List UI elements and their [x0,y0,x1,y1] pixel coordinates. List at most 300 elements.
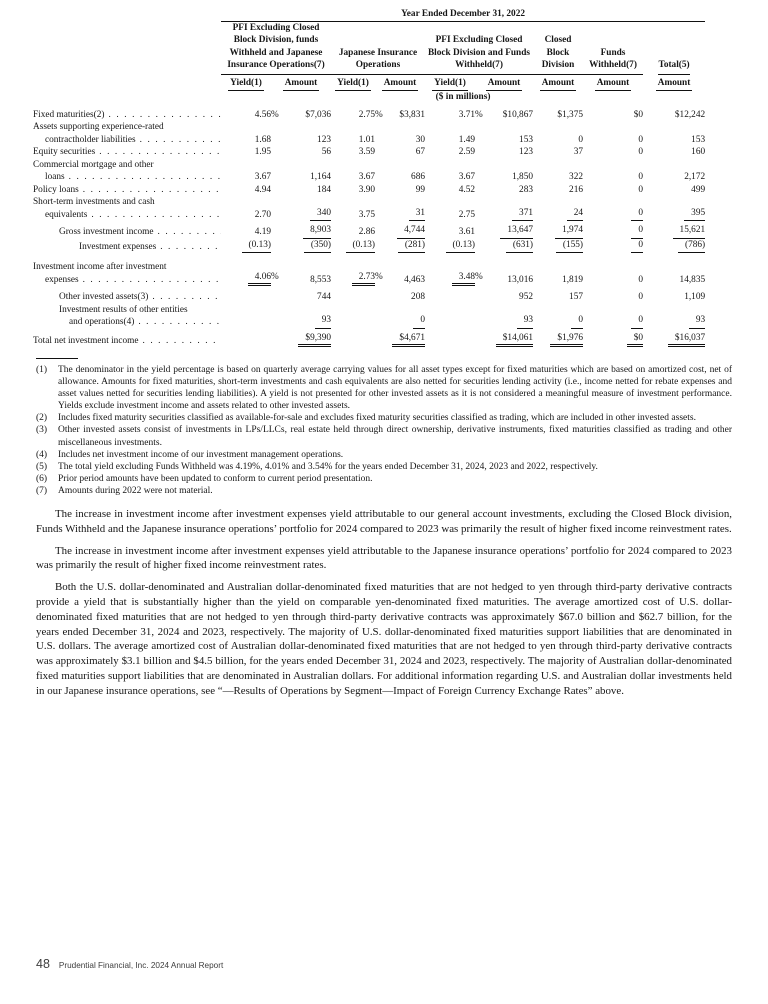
value-cell [331,146,375,159]
column-header-yield [425,75,475,92]
value-cell [583,104,643,122]
row-label: Policy loans [33,184,79,195]
value-cell [533,184,583,197]
table-title-row [33,8,705,21]
value-cell [221,239,271,254]
value: 322 [569,172,583,182]
value-cell [271,239,331,254]
value: 37 [573,147,583,157]
footnote-number: (4) [36,449,48,460]
value-cell [221,221,271,239]
row-label-cell [33,104,221,122]
label-line [33,291,221,304]
footnotes-list [36,364,732,497]
value-cell [271,221,331,239]
footnote-text: The total yield excluding Funds Withheld was 4.19%, 4.01% and 3.54% for the years ended December 31, 2024, 2023 and 2022, respectively. [58,461,598,472]
value-cell [583,221,643,239]
value-cell [221,196,271,221]
table-row [33,329,705,348]
value: 1,109 [684,292,706,302]
value-cell [375,121,425,146]
value-cell [331,286,375,304]
table-row [33,121,705,146]
table-row [33,221,705,239]
value: 67 [415,147,425,157]
value: 123 [519,147,533,157]
footnote-number: (6) [36,473,48,484]
value: 3.59 [358,147,375,157]
column-group-row [33,21,705,75]
dot-leader [109,109,221,122]
footnote-text: Includes fixed maturity securities classified as available-for-sale and excludes fixed maturity securities classified as trading, which are included in other invested assets. [58,413,696,424]
column-header-amount [533,75,583,92]
column-header-label: Amount [283,77,320,92]
value: 686 [411,172,425,182]
label-line [33,171,221,184]
value: 499 [691,184,706,195]
table-row [33,184,705,197]
value-cell [533,253,583,286]
column-header-amount [475,75,533,92]
value: 2,172 [684,172,706,182]
value-cell [375,286,425,304]
body-paragraph: The increase in investment income after investment expenses yield attributable to our general account investments, excluding the Closed Block division, Funds Withheld and the Japanese insurance operations’ portfolio for 2024 compared to 2023 was primarily the result of higher fixed income reinvestment rates. [36,508,732,535]
value-cell [425,104,483,122]
value-cell [583,286,643,304]
column-header-label: Amount [382,77,419,92]
page-footer [36,957,223,971]
value: 99 [415,184,425,195]
value: 1,164 [310,172,331,182]
value: 371 [512,207,533,222]
value-cell [271,104,331,122]
value: 15,621 [673,224,706,239]
footnote-number: (5) [36,461,48,472]
value: 30 [415,134,425,145]
column-group-label: Japanese Insurance Operations [331,47,425,75]
value: 13,647 [500,224,533,239]
value: 1.49 [458,134,475,145]
value: 4.06% [248,271,271,287]
value-cell [331,104,383,122]
value-cell [643,239,705,254]
value-cell [271,329,331,348]
value: 1.01 [358,134,375,145]
value-cell [221,121,271,146]
value-cell [221,146,271,159]
value: 395 [684,207,705,222]
dot-leader [152,291,221,304]
footnote-item [36,485,732,497]
row-label-cell [33,121,221,146]
column-group-funds-withheld [583,21,643,75]
dot-leader [138,316,221,329]
value-cell [583,253,643,286]
value-cell [375,329,425,348]
row-label-cell [33,286,221,304]
dot-leader [140,134,221,147]
value-cell [475,159,533,184]
column-group-total [643,21,705,75]
value: 2.75 [458,209,475,220]
table-row [33,146,705,159]
value: (155) [556,239,583,254]
value-cell [533,286,583,304]
table-row [33,253,705,286]
value: 0 [578,134,583,145]
units-note: ($ in millions) [435,92,491,102]
row-label: Other invested assets(3) [59,292,149,302]
row-label: Total net investment income [33,335,139,346]
column-header-amount [643,75,705,92]
value: 2.86 [358,227,375,237]
value-cell [533,221,583,239]
value-cell [425,221,475,239]
label-line [33,196,221,209]
footnote-number: (2) [36,413,48,424]
value: 1.95 [254,147,271,157]
value: 2.75% [358,109,383,120]
value-cell [583,184,643,197]
footnote-number: (3) [36,425,48,436]
value: 3.61 [458,227,475,237]
table-row [33,239,705,254]
label-line [33,226,221,239]
stub-cell [33,75,221,92]
value-cell [475,239,533,254]
label-line [33,146,221,159]
row-label: Gross investment income [59,227,154,237]
column-group-label: PFI Excluding Closed Block Division and Funds Withheld(7) [425,34,533,75]
value: 4.52 [458,184,475,195]
value: 1,850 [512,172,533,182]
value-cell [375,159,425,184]
value-cell [643,104,705,122]
value: 0 [413,314,425,329]
dot-leader [83,274,221,287]
row-label: Commercial mortgage and other [33,159,154,170]
value-cell [475,253,533,286]
table-row [33,196,705,221]
column-group-label: PFI Excluding Closed Block Division, funds Withheld and Japanese Insurance Operations(7) [221,22,331,75]
row-label: and operations(4) [69,317,135,327]
value-cell [533,196,583,221]
row-label-cell [33,196,221,221]
column-header-label: Amount [540,77,577,92]
value: 0 [638,172,643,182]
value-cell [533,329,583,348]
table-title: Year Ended December 31, 2022 [221,8,705,21]
value-cell [425,329,475,348]
footnote-item [36,364,732,412]
value-cell [425,159,475,184]
column-header-yield [331,75,375,92]
value-cell [425,286,475,304]
value-cell [375,221,425,239]
value: 3.67 [458,172,475,182]
value: 0 [638,134,643,145]
value: 3.67 [358,172,375,182]
value: 0 [631,239,643,254]
footnote-item [36,461,732,473]
row-label: Equity securities [33,147,96,157]
value: 952 [519,292,533,302]
value-cell [533,104,583,122]
column-header-row [33,75,705,92]
value: 93 [315,314,331,329]
value-cell [221,253,279,286]
value-cell [425,304,475,329]
value-cell [375,196,425,221]
column-group-japanese-insurance [331,21,425,75]
value-cell [271,253,331,286]
value: $1,375 [557,109,583,120]
label-line [33,184,221,197]
value: $1,976 [550,332,583,348]
value: (281) [398,239,425,254]
value: 8,903 [303,224,331,239]
value: 2.73% [352,271,375,287]
value: 208 [411,292,425,302]
value-cell [221,184,271,197]
dot-leader [158,226,221,239]
value-cell [643,146,705,159]
value-cell [331,329,375,348]
value-cell [475,184,533,197]
column-header-label: Amount [656,77,693,92]
dot-leader [83,184,221,197]
column-group-closed-block [533,21,583,75]
value: $4,671 [392,332,425,348]
footnote-item [36,449,732,461]
column-group-pfi-ex-cb-fw-japan [221,21,331,75]
value-cell [533,121,583,146]
row-label: Investment income after investment [33,262,167,272]
value-cell [475,221,533,239]
column-group-label: Closed Block Division [533,34,583,75]
value-cell [271,196,331,221]
value-cell [375,184,425,197]
row-label: Investment results of other entities [59,304,188,315]
value-cell [475,146,533,159]
footnote-text: The denominator in the yield percentage is based on quarterly average carrying values for all asset types except for fixed maturities which are based on amortized cost, net of allowance. Amounts for fixed maturities, short-term investments and cash equivalents are also netted for securities lending activity (i.e., income netted for rebate expenses and asset values netted for securities lending liabilities). A yield is not presented for other invested assets as it is not considered a meaningful measure of investment performance. Yields exclude investment income and assets related to other invested assets. [58,365,732,412]
value: (0.13) [446,239,475,254]
column-header-label: Yield(1) [335,77,371,92]
row-label: expenses [45,274,79,285]
value-cell [583,239,643,254]
value-cell [331,253,383,286]
row-label: loans [45,172,65,182]
value: 3.71% [458,109,483,120]
value-cell [271,304,331,329]
footnote-text: Prior period amounts have been updated to conform to current period presentation. [58,473,373,484]
value: 93 [517,314,533,329]
value-cell [533,304,583,329]
body-paragraph: The increase in investment income after investment expenses yield attributable to the Japanese insurance operations’ portfolio for 2024 compared to 2023 was primarily the result of higher fixed income reinvestment rates. [36,544,732,572]
row-label-cell [33,304,221,329]
value: 123 [317,134,331,145]
value: 3.67 [254,172,271,182]
table-row [33,286,705,304]
value-cell [475,121,533,146]
value: 0 [631,314,643,329]
value: 0 [631,207,643,222]
label-line [33,316,221,329]
value-cell [475,104,533,122]
dot-leader [160,241,221,254]
table-row [33,304,705,329]
dot-leader [142,335,221,348]
value: $0 [627,332,643,348]
value: (0.13) [242,239,271,254]
value: $7,036 [305,109,331,120]
stub-cell [33,8,221,21]
units-row [33,91,705,104]
label-line [33,209,221,222]
value-cell [643,196,705,221]
value-cell [425,253,483,286]
value: 3.90 [358,184,375,195]
value-cell [643,286,705,304]
body-paragraph: Both the U.S. dollar-denominated and Australian dollar-denominated fixed maturities that are not hedged to yen through third-party derivative contracts provide a yield that is substantially higher than the yield on comparable yen-denominated fixed maturities. The average amortized cost of U.S. dollar-denominated fixed maturities that are not hedged to yen through third-party derivative contracts was approximately $67.0 billion and $62.7 billion, for the years ended December 31, 2024 and 2023, respectively. The majority of U.S. dollar-denominated fixed maturities support liabilities that are denominated in U.S. dollars. The average amortized cost of Australian dollar-denominated fixed maturities that are not hedged to yen through third-party derivative contracts was approximately $3.1 billion and $4.5 billion, for the years ended December 31, 2024 and 2023, respectively. The majority of Australian dollar-denominated fixed maturities support liabilities that are denominated in Australian dollars. For additional information regarding U.S. and Australian dollar investments held in our Japanese insurance operations, see “—Results of Operations by Segment—Impact of Foreign Currency Exchange Rates” above. [36,581,732,697]
stub-cell [33,91,221,104]
value-cell [271,184,331,197]
value-cell [643,329,705,348]
value-cell [331,239,375,254]
value-cell [271,286,331,304]
column-header-label: Amount [486,77,523,92]
value-cell [425,196,475,221]
value-cell [475,196,533,221]
value-cell [331,221,375,239]
dot-leader [99,146,221,159]
column-group-label: Total(5) [658,59,689,75]
value-cell [643,253,705,286]
value: 4,463 [404,274,425,285]
value-cell [331,121,375,146]
column-header-amount [583,75,643,92]
value: 744 [317,292,331,302]
value: 4.56% [254,109,279,120]
value: (0.13) [346,239,375,254]
value-cell [533,146,583,159]
value-cell [331,196,375,221]
value-cell [375,146,425,159]
value: $14,061 [496,332,533,348]
value-cell [475,304,533,329]
value-cell [643,159,705,184]
row-label-cell [33,239,221,254]
value: (350) [304,239,331,254]
label-line [33,261,221,274]
row-label: Fixed maturities(2) [33,109,105,120]
value: 93 [689,314,705,329]
value-cell [375,239,425,254]
value: $0 [633,109,643,120]
value: 184 [317,184,331,195]
value: 0 [638,184,643,195]
value: $16,037 [668,332,705,348]
table-row [33,159,705,184]
value: $12,242 [674,109,706,120]
footnote-item [36,473,732,485]
value: 1,819 [562,274,583,285]
value-cell [425,121,475,146]
page-number: 48 [36,957,50,971]
row-label: Assets supporting experience-rated [33,122,164,132]
value: (786) [678,239,705,254]
value: 31 [409,207,425,222]
value: 2.70 [254,209,271,220]
value: 4,744 [397,224,425,239]
table-row [33,104,705,122]
row-label-cell [33,253,221,286]
value: (631) [506,239,533,254]
footnote-text: Includes net investment income of our investment management operations. [58,449,344,460]
label-line [33,274,221,287]
value: 153 [691,134,706,145]
value-cell [425,239,475,254]
row-label-cell [33,184,221,197]
row-label: Investment expenses [79,241,157,252]
dot-leader [91,209,221,222]
column-header-amount [271,75,331,92]
value: 153 [519,134,533,145]
footnote-text: Amounts during 2022 were not material. [58,485,213,496]
value: 3.75 [358,209,375,220]
footnote-text: Other invested assets consist of investments in LPs/LLCs, real estate held through direct ownership, derivative instruments, fixed maturities classified as trading and other miscellaneous investments. [58,425,732,448]
value: 1.68 [254,134,271,145]
value-cell [533,159,583,184]
row-label: Short-term investments and cash [33,197,155,207]
value: 0 [638,147,643,157]
column-header-label: Yield(1) [228,77,264,92]
value: 4.19 [254,227,271,237]
value-cell [331,304,375,329]
value-cell [221,159,271,184]
value: 157 [569,292,583,302]
value-cell [643,221,705,239]
column-group-pfi-ex-cb-fw [425,21,533,75]
value-cell [583,329,643,348]
row-label-cell [33,146,221,159]
value: 1,974 [555,224,583,239]
report-title: Prudential Financial, Inc. 2024 Annual Report [58,961,224,970]
value: 0 [638,274,643,285]
value-cell [271,121,331,146]
footnote-number: (1) [36,365,48,375]
value-cell [221,104,279,122]
column-header-amount [375,75,425,92]
value-cell [583,304,643,329]
row-label-cell [33,159,221,184]
label-line [33,159,221,172]
footnote-number: (7) [36,485,48,496]
stub-cell [33,21,221,75]
value: 3.48% [452,271,475,287]
value: 8,553 [310,274,331,285]
value: $3,831 [399,109,425,120]
value: 0 [571,314,583,329]
value-cell [583,121,643,146]
value-cell [221,329,271,348]
column-header-label: Yield(1) [432,77,468,92]
footnote-item [36,424,732,448]
value: 13,016 [507,274,533,285]
value: 24 [567,207,583,222]
value: 4.94 [254,184,271,195]
row-label: contractholder liabilities [45,134,136,145]
